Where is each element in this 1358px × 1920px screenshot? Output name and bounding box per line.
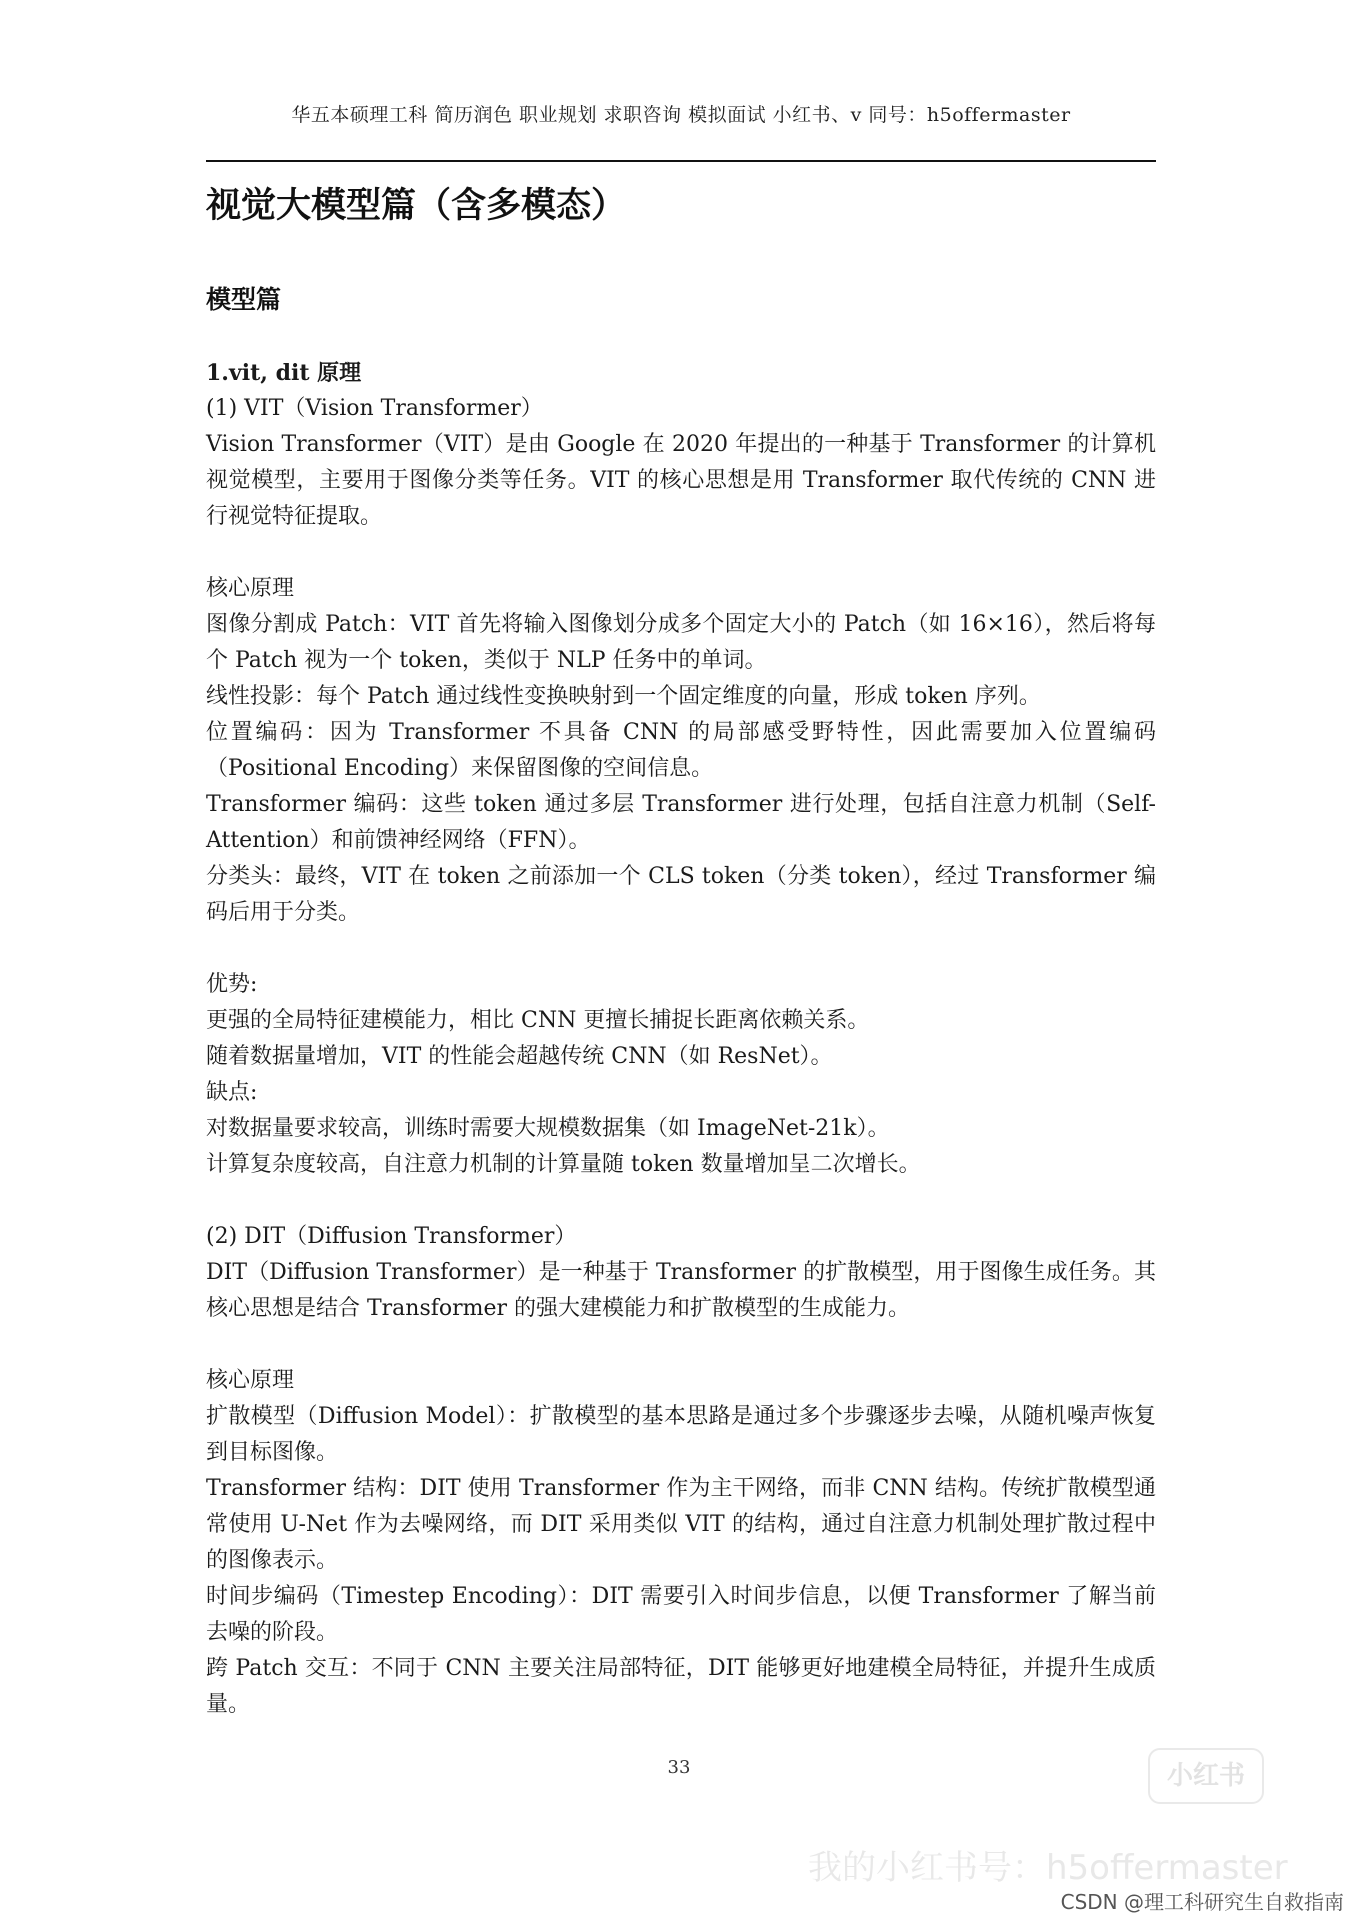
xiaohongshu-watermark-logo: 小红书 (1148, 1748, 1264, 1804)
paragraph-gap (206, 535, 1156, 571)
section-heading: 模型篇 (206, 285, 282, 314)
header-divider (206, 160, 1156, 162)
body-paragraph: 图像分割成 Patch：VIT 首先将输入图像划分成多个固定大小的 Patch（如 16×16），然后将每个 Patch 视为一个 token，类似于 NLP 任务中的单词。 (206, 612, 1156, 673)
page-title: 视觉大模型篇（含多模态） (206, 185, 627, 226)
body-paragraph: DIT（Diffusion Transformer）是一种基于 Transformer 的扩散模型，用于图像生成任务。其核心思想是结合 Transformer 的强大建模能力和扩散模型的生成能力。 (206, 1260, 1156, 1321)
body-paragraph: (2) DIT（Diffusion Transformer） (206, 1224, 577, 1249)
body-paragraph: 核心原理 (206, 1368, 295, 1393)
csdn-credit: CSDN @理工科研究生自救指南 (1060, 1890, 1344, 1914)
xiaohongshu-watermark-text: 我的小红书号：h5offermaster (808, 1848, 1288, 1888)
subsection-heading: 1.vit, dit 原理 (206, 360, 362, 386)
body-paragraph: 对数据量要求较高，训练时需要大规模数据集（如 ImageNet-21k）。 (206, 1116, 890, 1141)
body-paragraph: 计算复杂度较高，自注意力机制的计算量随 token 数量增加呈二次增长。 (206, 1152, 921, 1177)
body-paragraph: Transformer 结构：DIT 使用 Transformer 作为主干网络，而非 CNN 结构。传统扩散模型通常使用 U-Net 作为去噪网络，而 DIT 采用类似 VIT 的结构，通过自注意力机制处理扩散过程中的图像表示。 (206, 1476, 1156, 1573)
body-paragraph: 扩散模型（Diffusion Model）：扩散模型的基本思路是通过多个步骤逐步去噪，从随机噪声恢复到目标图像。 (206, 1404, 1156, 1465)
body-paragraph: 优势: (206, 972, 258, 997)
body-paragraph: 随着数据量增加，VIT 的性能会超越传统 CNN（如 ResNet）。 (206, 1044, 833, 1069)
body-paragraph: 时间步编码（Timestep Encoding）：DIT 需要引入时间步信息，以便 Transformer 了解当前去噪的阶段。 (206, 1584, 1156, 1645)
page-number: 33 (667, 1757, 691, 1778)
body-paragraph: Vision Transformer（VIT）是由 Google 在 2020 年提出的一种基于 Transformer 的计算机视觉模型，主要用于图像分类等任务。VIT 的核心思想是用 Transformer 取代传统的 CNN 进行视觉特征提取。 (206, 432, 1156, 529)
body-paragraph: 核心原理 (206, 576, 295, 601)
body-paragraph: 跨 Patch 交互：不同于 CNN 主要关注局部特征，DIT 能够更好地建模全局特征，并提升生成质量。 (206, 1656, 1156, 1717)
body-paragraph: 分类头：最终，VIT 在 token 之前添加一个 CLS token（分类 token），经过 Transformer 编码后用于分类。 (206, 864, 1156, 925)
body-paragraph: (1) VIT（Vision Transformer） (206, 396, 543, 421)
body-paragraph: 更强的全局特征建模能力，相比 CNN 更擅长捕捉长距离依赖关系。 (206, 1008, 870, 1033)
document-body (206, 355, 1156, 1723)
paragraph-gap (206, 1183, 1156, 1219)
paragraph-gap (206, 931, 1156, 967)
body-paragraph: 位置编码：因为 Transformer 不具备 CNN 的局部感受野特性，因此需要加入位置编码（Positional Encoding）来保留图像的空间信息。 (206, 720, 1156, 781)
body-paragraph: Transformer 编码：这些 token 通过多层 Transformer 进行处理，包括自注意力机制（Self-Attention）和前馈神经网络（FFN）。 (206, 792, 1156, 853)
paragraph-gap (206, 1327, 1156, 1363)
body-paragraph: 缺点: (206, 1080, 258, 1105)
page-header: 华五本硕理工科 简历润色 职业规划 求职咨询 模拟面试 小红书、v 同号：h5offermaster (291, 104, 1071, 126)
body-paragraph: 线性投影：每个 Patch 通过线性变换映射到一个固定维度的向量，形成 token 序列。 (206, 684, 1041, 709)
